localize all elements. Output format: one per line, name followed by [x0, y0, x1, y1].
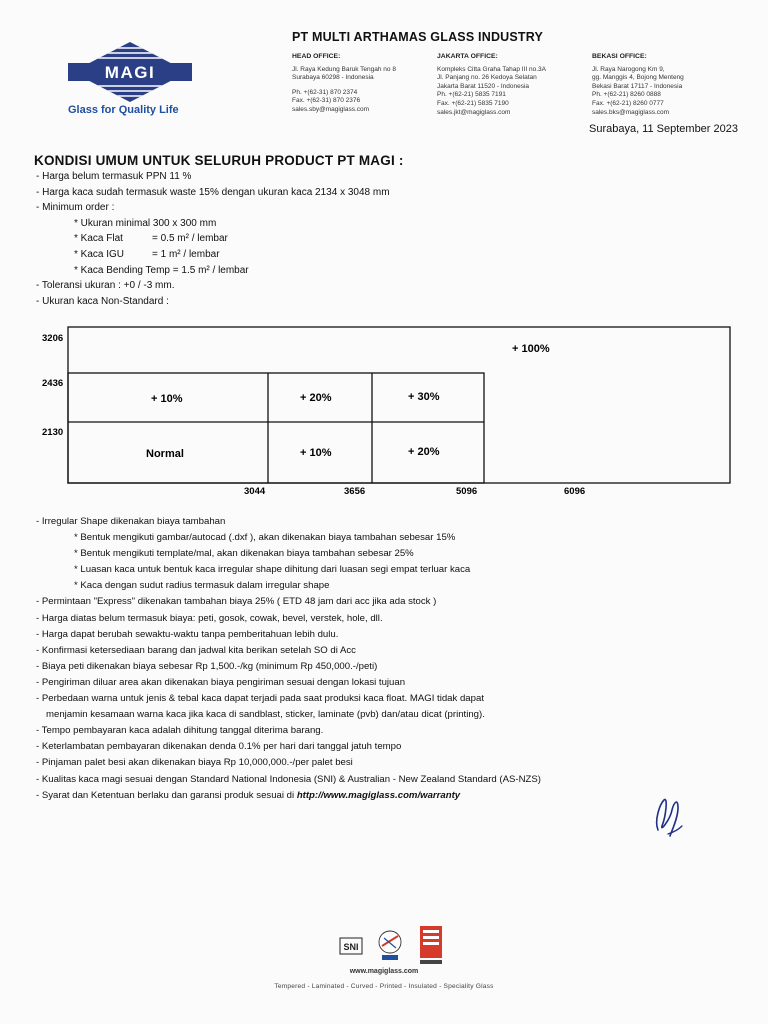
bekasi-office-block	[592, 53, 684, 117]
term-item: - Perbedaan warna untuk jenis & tebal kaca dapat terjadi pada saat produksi kaca float. MAGI tidak dapat	[36, 693, 484, 705]
jakarta-office-line: Jl. Panjang no. 26 Kedoya Selatan	[437, 74, 537, 82]
term-item-continuation: menjamin kesamaan warna kaca jika kaca di sandblast, sticker, laminate (pvb) dan/atau dicat (printing).	[46, 709, 485, 721]
warranty-text: - Syarat dan Ketentuan berlaku dan garansi produk sesuai di	[36, 789, 297, 801]
term-item: - Konfirmasi ketersediaan barang dan jadwal kita berikan setelah SO di Acc	[36, 644, 356, 656]
table-inner-frame	[68, 373, 484, 483]
bekasi-office-line: gg. Manggis 4, Bojong Menteng	[592, 74, 684, 82]
jakarta-office-line: Kompleks Citta Graha Tahap III no.3A	[437, 65, 546, 73]
bekasi-office-email[interactable]: sales.bks@magiglass.com	[592, 108, 670, 116]
min-order-value: = 0.5 m² / lembar	[152, 233, 228, 245]
head-office-email[interactable]: sales.sby@magiglass.com	[292, 105, 370, 113]
bekasi-office-phone: Ph. +(62-21) 8260 0888	[592, 91, 661, 99]
logo-wordmark: MAGI	[104, 63, 156, 82]
page-title: KONDISI UMUM UNTUK SELURUH PRODUCT PT MAGI :	[34, 153, 404, 168]
y-tick-label: 2436	[42, 378, 64, 389]
terms-list	[36, 514, 736, 804]
certification-logos	[338, 924, 448, 966]
head-office-heading: HEAD OFFICE:	[292, 53, 341, 60]
cell-surcharge: + 20%	[408, 446, 440, 458]
condition-item: - Toleransi ukuran : +0 / -3 mm.	[36, 280, 175, 292]
cell-surcharge-top-right: + 100%	[512, 343, 550, 355]
x-tick-label: 5096	[456, 486, 478, 497]
term-sub-item: * Bentuk mengikuti gambar/autocad (.dxf ), akan dikenakan biaya tambahan sebesar 15%	[74, 532, 456, 544]
bekasi-office-fax: Fax. +(62-21) 8260 0777	[592, 99, 664, 107]
head-office-block	[292, 53, 396, 115]
cell-surcharge: + 20%	[300, 392, 332, 404]
cell-surcharge: + 10%	[151, 393, 183, 405]
jakarta-office-phone: Ph. +(62-21) 5835 7191	[437, 91, 506, 99]
condition-item: - Harga belum termasuk PPN 11 %	[36, 171, 192, 182]
term-item: - Permintaan "Express" dikenakan tambahan biaya 25% ( ETD 48 jam dari acc jika ada stock )	[36, 596, 437, 608]
cell-surcharge: + 10%	[300, 447, 332, 459]
term-item: - Harga diatas belum termasuk biaya: peti, gosok, cowak, bevel, verstek, hole, dll.	[36, 612, 383, 624]
y-tick-label: 2130	[42, 427, 64, 438]
head-office-line: Jl. Raya Kedung Baruk Tengah no 8	[292, 65, 396, 73]
term-item: - Pengiriman diluar area akan dikenakan biaya pengiriman sesuai dengan lokasi tujuan	[36, 676, 406, 688]
document-date: Surabaya, 11 September 2023	[588, 123, 738, 135]
sni-logo	[340, 938, 362, 954]
conditions-list	[36, 169, 390, 309]
head-office-phone: Ph. +(62-31) 870 2374	[292, 88, 358, 96]
term-item: - Keterlambatan pembayaran dikenakan denda 0.1% per hari dari tanggal jatuh tempo	[36, 741, 402, 753]
jakarta-office-line: Jakarta Barat 11520 - Indonesia	[437, 82, 530, 90]
term-item: - Irregular Shape dikenakan biaya tambahan	[36, 516, 226, 527]
warranty-link[interactable]: http://www.magiglass.com/warranty	[296, 789, 461, 801]
term-item: - Tempo pembayaran kaca adalah dihitung tanggal diterima barang.	[36, 725, 324, 737]
jakarta-office-fax: Fax. +(62-21) 5835 7190	[437, 99, 509, 107]
condition-item: - Minimum order :	[36, 202, 115, 214]
min-order-label: * Kaca IGU	[74, 248, 125, 260]
min-order-item	[36, 247, 390, 263]
cell-normal: Normal	[146, 448, 184, 460]
min-order-label: * Kaca Flat	[74, 233, 123, 245]
jakarta-office-heading: JAKARTA OFFICE:	[437, 53, 498, 60]
bekasi-office-line: Bekasi Barat 17117 - Indonesia	[592, 82, 683, 90]
term-item: - Pinjaman palet besi akan dikenakan biaya Rp 10,000,000.-/per palet besi	[36, 757, 353, 769]
as-nzs-logo-icon	[420, 926, 442, 964]
head-office-fax: Fax. +(62-31) 870 2376	[292, 97, 361, 105]
x-tick-label: 3656	[344, 486, 366, 497]
min-order-value: = 1 m² / lembar	[152, 248, 220, 260]
min-order-item: * Ukuran minimal 300 x 300 mm	[74, 217, 217, 229]
jakarta-office-block	[437, 53, 546, 117]
head-office-line: Surabaya 60298 - Indonesia	[292, 74, 374, 82]
term-item: - Kualitas kaca magi sesuai dengan Standard National Indonesia (SNI) & Australian - New Zealand Standard (AS-NZS)	[36, 773, 541, 785]
jakarta-office-email[interactable]: sales.jkt@magiglass.com	[437, 108, 511, 116]
term-sub-item: * Bentuk mengikuti template/mal, akan dikenakan biaya tambahan sebesar 25%	[74, 548, 414, 560]
non-standard-size-table	[36, 326, 748, 498]
y-tick-label: 3206	[42, 333, 64, 344]
signature	[648, 790, 688, 840]
x-tick-label: 3044	[244, 486, 266, 497]
term-item: - Harga dapat berubah sewaktu-waktu tanpa pemberitahuan lebih dulu.	[36, 628, 339, 640]
min-order-item	[36, 231, 390, 247]
condition-item: - Harga kaca sudah termasuk waste 15% dengan ukuran kaca 2134 x 3048 mm	[36, 186, 390, 198]
condition-item: - Ukuran kaca Non-Standard :	[36, 295, 169, 307]
term-sub-item: * Kaca dengan sudut radius termasuk dalam irregular shape	[74, 580, 330, 592]
svg-text:SNI: SNI	[343, 942, 359, 952]
bekasi-office-line: Jl. Raya Narogong Km 9,	[592, 65, 665, 73]
cell-surcharge: + 30%	[408, 391, 440, 403]
brand-tagline: Glass for Quality Life	[68, 104, 179, 116]
footer-tagline: Tempered - Laminated - Curved - Printed - Insulated - Speciality Glass	[274, 983, 494, 990]
term-sub-item: * Luasan kaca untuk bentuk kaca irregular shape dihitung dari luasan segi empat terluar kaca	[74, 564, 471, 576]
bekasi-office-heading: BEKASI OFFICE:	[592, 53, 647, 60]
term-item: - Biaya peti dikenakan biaya sebesar Rp 1,500.-/kg (minimum Rp 450,000.-/peti)	[36, 660, 378, 672]
certification-seal-icon	[379, 931, 401, 960]
term-item	[36, 788, 736, 804]
company-name: PT MULTI ARTHAMAS GLASS INDUSTRY	[292, 30, 544, 44]
min-order-item: * Kaca Bending Temp = 1.5 m² / lembar	[74, 264, 249, 276]
x-tick-label: 6096	[564, 486, 586, 497]
footer-website[interactable]: www.magiglass.com	[349, 968, 419, 975]
